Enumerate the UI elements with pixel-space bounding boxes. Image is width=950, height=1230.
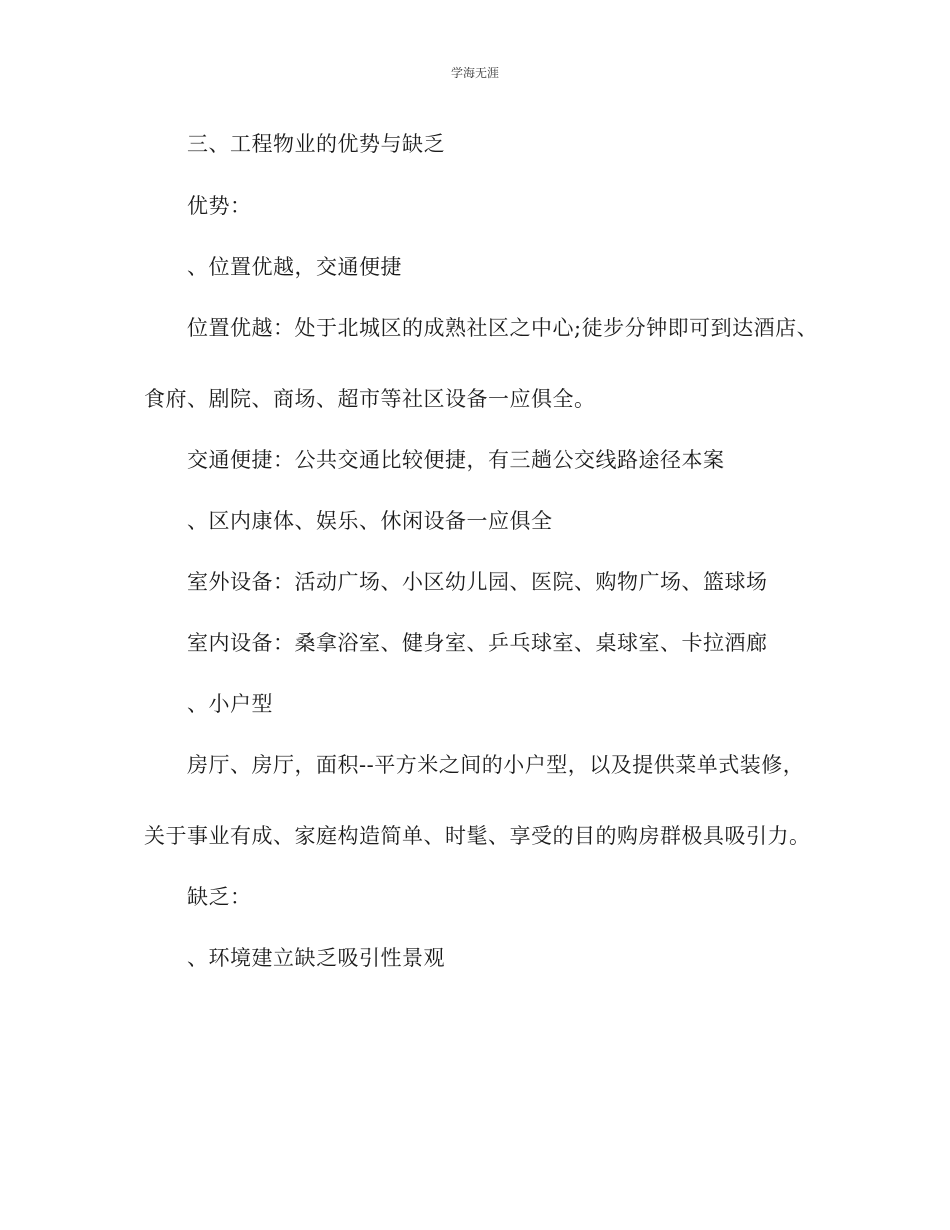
item-facilities-heading: 、区内康体、娱乐、休闲设备一应俱全 (187, 509, 553, 533)
indoor-facilities-paragraph: 室内设备：桑拿浴室、健身室、乒乓球室、桌球室、卡拉酒廊 (187, 631, 768, 655)
section-heading: 三、工程物业的优势与缺乏 (187, 132, 445, 156)
small-units-paragraph-line-1: 房厅、房厅，面积--平方米之间的小户型，以及提供菜单式装修， (187, 753, 805, 777)
advantages-label: 优势： (187, 194, 252, 218)
page-header: 学海无涯 (450, 66, 499, 80)
item-location-heading: 、位置优越，交通便捷 (187, 255, 402, 279)
location-paragraph-line-2: 食府、剧院、商场、超市等社区设备一应俱全。 (144, 387, 596, 411)
small-units-paragraph-line-2: 关于事业有成、家庭构造简单、时髦、享受的目的购房群极具吸引力。 (144, 824, 811, 848)
location-paragraph-line-1: 位置优越：处于北城区的成熟社区之中心;徒步分钟即可到达酒店、 (187, 316, 819, 340)
item-environment-heading: 、环境建立缺乏吸引性景观 (187, 946, 445, 970)
item-small-units-heading: 、小户型 (187, 692, 273, 716)
outdoor-facilities-paragraph: 室外设备：活动广场、小区幼儿园、医院、购物广场、篮球场 (187, 570, 768, 594)
transport-paragraph: 交通便捷：公共交通比较便捷，有三趟公交线路途径本案 (187, 448, 725, 472)
disadvantages-label: 缺乏： (187, 885, 252, 909)
